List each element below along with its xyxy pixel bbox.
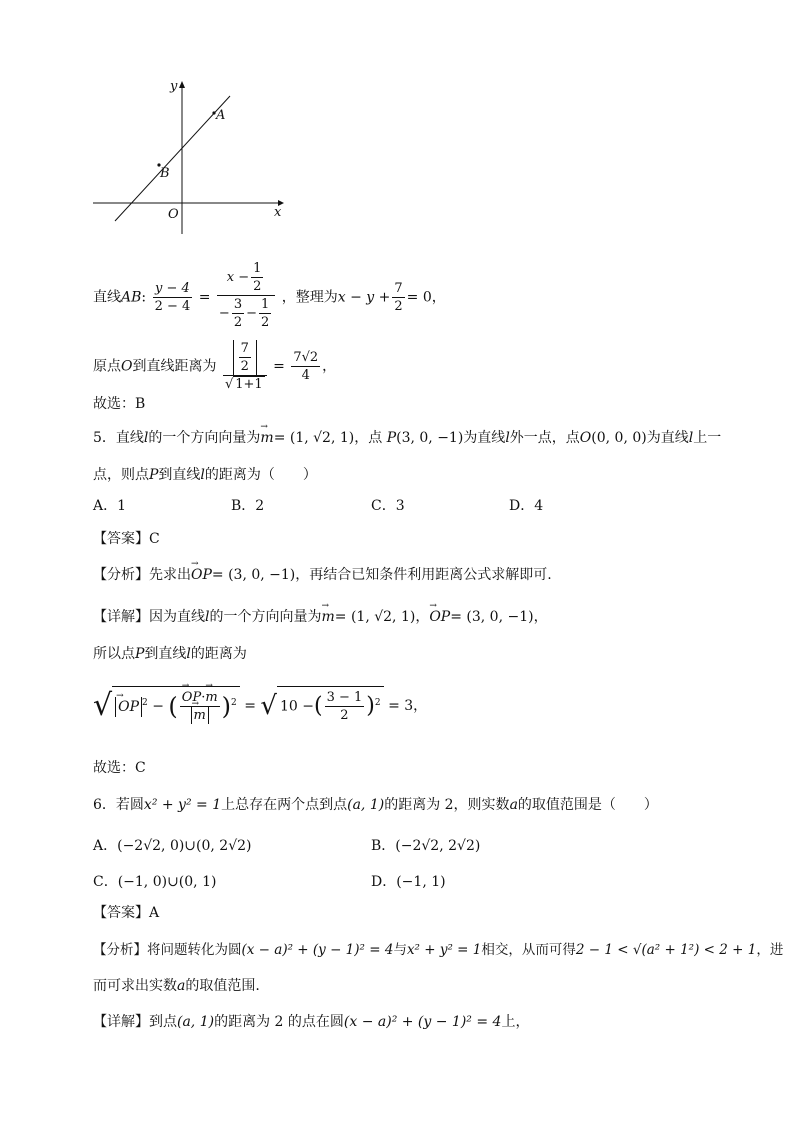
y-axis-arrow [179, 81, 185, 88]
denominator: 2 [240, 359, 249, 374]
fraction-lhs [153, 280, 193, 315]
q5-line2 [93, 465, 317, 485]
choose-b: 故选：B [93, 396, 146, 412]
coordinate-figure [90, 76, 290, 236]
equals: = [244, 698, 256, 714]
denominator: 2 [233, 315, 243, 330]
sqrt-content: 1+1 [235, 377, 263, 392]
vector-op-abs: → OP [115, 697, 142, 717]
math-p: P [149, 467, 159, 483]
math-inequality: 2 − 1 < √(a² + 1²) < 2 + 1 [575, 942, 757, 958]
text: 与 [393, 942, 407, 958]
a5-distance-formula: √→ OP $^2$ − ( → OP·→ m → m )$^2$ = √ 10 −( $\frac{3 - 1}{2}$ )$^2$ = 3， [93, 686, 427, 736]
vector-m: → m [205, 689, 217, 706]
text: 相交，从而可得 [481, 942, 576, 958]
answer-tag: 【答案】 [93, 905, 149, 921]
math-a: a [177, 978, 186, 994]
equals: = [198, 289, 211, 306]
a5-detail [93, 607, 548, 627]
math-point: (a, 1) [347, 797, 385, 813]
denominator: 2 [394, 299, 403, 314]
answer-tag: 【答案】 [93, 531, 149, 547]
fraction-distance [223, 340, 267, 393]
equals: = [273, 358, 285, 375]
text: 的距离为 2 的点在圆 [214, 1014, 344, 1030]
math-result: x − y + [337, 289, 391, 306]
text: 先求出 [149, 567, 191, 583]
text: ，点 [354, 430, 383, 446]
text: ，整理为 [281, 289, 338, 306]
math-circle: x² + y² = 1 [406, 942, 482, 958]
text: ，再结合已知条件利用距离公式求解即可. [295, 567, 552, 583]
text: ， [415, 609, 430, 625]
denominator: √ 1+1 [224, 377, 263, 392]
numerator: 7 [394, 281, 403, 296]
numerator [180, 689, 220, 707]
math-l: l [205, 609, 210, 625]
a6-analysis-line2 [93, 976, 260, 996]
math-o: O [121, 358, 133, 375]
text: 到直线 [144, 646, 187, 662]
numerator: 1 [253, 261, 262, 276]
text: 因为直线 [149, 609, 205, 625]
exponent: 2 [374, 697, 381, 708]
answer-value: C [149, 531, 160, 547]
denominator: 4 [301, 368, 310, 383]
text: 外一点，点 [509, 430, 580, 446]
vector-m-abs: → m [191, 707, 209, 724]
numerator: 7√2 [293, 350, 319, 365]
q6-option-c[interactable]: C．(−1, 0)∪(0, 1) [93, 874, 217, 890]
text: = 3， [388, 698, 428, 714]
fraction-seven-half-abs [239, 340, 251, 375]
text: 为直线 [646, 430, 689, 446]
text: 到直线 [158, 467, 201, 483]
point-b-label: B [160, 166, 170, 181]
text: 的取值范围. [185, 978, 260, 994]
a5-choose: 故选：C [93, 760, 146, 776]
math-point: (a, 1) [177, 1014, 215, 1030]
text: x − [226, 270, 250, 285]
text: 的距离为 2，则实数 [384, 797, 510, 813]
q5-option-d[interactable]: D．4 [509, 498, 544, 514]
denominator: 2 [261, 315, 270, 330]
a6-detail [93, 1012, 529, 1032]
exponent: 2 [231, 697, 237, 708]
denominator: 2 [340, 708, 349, 723]
vector-op: → OP [182, 689, 201, 706]
q6-stem [93, 795, 658, 815]
fraction-half [251, 260, 263, 295]
math-l: l [200, 467, 205, 483]
text: (3, 0, −1) [396, 430, 464, 446]
q6-option-b[interactable]: B．(−2√2, 2√2) [371, 838, 481, 854]
text: = (3, 0, −1) [450, 609, 534, 625]
text: : [141, 289, 147, 306]
text: = (3, 0, −1) [211, 567, 296, 583]
text: = (1, √2, 1) [273, 430, 355, 446]
answer-value: A [149, 905, 160, 921]
math-circle: (x − a)² + (y − 1)² = 4 [241, 942, 394, 958]
text: 到点 [149, 1014, 177, 1030]
text: − [218, 306, 230, 321]
text: 6．若圆 [93, 797, 144, 813]
vector-m: → m [260, 428, 273, 448]
text: ， [533, 609, 548, 625]
math-circle: x² + y² = 1 [143, 797, 222, 813]
text: 到直线距离为 [132, 358, 217, 375]
origin-label: O [168, 207, 179, 222]
q5-option-c[interactable]: C．3 [371, 498, 405, 514]
vector-op: → OP [191, 565, 212, 585]
math-p: P [386, 430, 397, 446]
text: 的取值范围是（ ） [517, 797, 658, 813]
text: (0, 0, 0) [591, 430, 647, 446]
numerator: 3 − 1 [326, 690, 363, 705]
q6-option-d[interactable]: D．(−1, 1) [371, 874, 446, 890]
analysis-tag: 【分析】 [93, 567, 149, 583]
numerator: 7 [240, 341, 249, 356]
text: − [246, 306, 258, 321]
denominator: 2 [253, 279, 262, 294]
math-l: l [143, 430, 149, 446]
math-circle: (x − a)² + (y − 1)² = 4 [343, 1014, 502, 1030]
a5-analysis [93, 565, 552, 585]
text: 而可求出实数 [93, 978, 177, 994]
text: 的一个方向向量为 [209, 609, 322, 625]
text: 的距离为（ ） [204, 467, 317, 483]
text: 5．直线 [93, 430, 144, 446]
math-p: P [135, 646, 145, 662]
numerator: 1 [261, 297, 270, 312]
line-ab [115, 96, 230, 221]
fraction-3-1-over-2 [325, 689, 365, 724]
analysis-tag: 【分析】 [93, 942, 147, 958]
text: 为直线 [463, 430, 506, 446]
text: = 0， [406, 289, 446, 306]
a5-distance-intro [93, 644, 247, 664]
text: · [201, 690, 206, 705]
q6-option-a[interactable]: A．(−2√2, 0)∪(0, 2√2) [93, 838, 252, 854]
vector-m: → m [321, 607, 334, 627]
math-ab: AB [121, 289, 142, 306]
math-l: l [688, 430, 694, 446]
detail-tag: 【详解】 [93, 609, 149, 625]
text: 的一个方向向量为 [148, 430, 261, 446]
numerator [217, 260, 275, 296]
fraction-three-half [232, 296, 244, 331]
numerator: 3 [233, 297, 243, 312]
detail-tag: 【详解】 [93, 1014, 149, 1030]
text: 上一 [693, 430, 722, 446]
text: ， [322, 358, 337, 375]
denominator [180, 707, 220, 724]
x-axis-label: x [274, 205, 282, 220]
text: 上总存在两个点到点 [221, 797, 348, 813]
numerator: y − 4 [153, 280, 193, 298]
y-axis-label: y [170, 79, 178, 94]
point-a-label: A [216, 108, 226, 123]
fraction-rhs [217, 260, 275, 331]
fraction-seven-half [392, 280, 404, 315]
text: = (1, √2, 1) [334, 609, 416, 625]
a6-answer [93, 903, 159, 923]
vector-op: → OP [429, 607, 450, 627]
math-a: a [509, 797, 518, 813]
math-l: l [186, 646, 191, 662]
projection-fraction [180, 689, 220, 724]
line-ab-equation [93, 262, 446, 333]
q5-option-b[interactable]: B．2 [231, 498, 265, 514]
numerator [223, 340, 267, 376]
text: 点，则点 [93, 467, 149, 483]
q5-line1 [93, 428, 721, 448]
fraction-result [291, 349, 320, 384]
text: 原点 [93, 358, 121, 375]
text: ，进 [756, 942, 784, 958]
text: 直线 [93, 289, 121, 306]
origin-distance [93, 340, 336, 393]
text: 的距离为 [190, 646, 247, 662]
a5-answer [93, 529, 160, 549]
text: − [152, 698, 164, 715]
text: 将问题转化为圆 [147, 942, 242, 958]
denominator: 2 − 4 [154, 299, 191, 314]
text: 10 − [279, 698, 314, 715]
text: 上， [501, 1014, 530, 1030]
a6-analysis-line1 [93, 940, 783, 960]
math-l: l [505, 430, 510, 446]
math-o: O [579, 430, 592, 446]
exponent: 2 [142, 697, 148, 708]
text: 所以点 [93, 646, 135, 662]
denominator [217, 296, 275, 331]
q5-option-a[interactable]: A．1 [93, 498, 127, 514]
fraction-half-2 [259, 296, 271, 331]
